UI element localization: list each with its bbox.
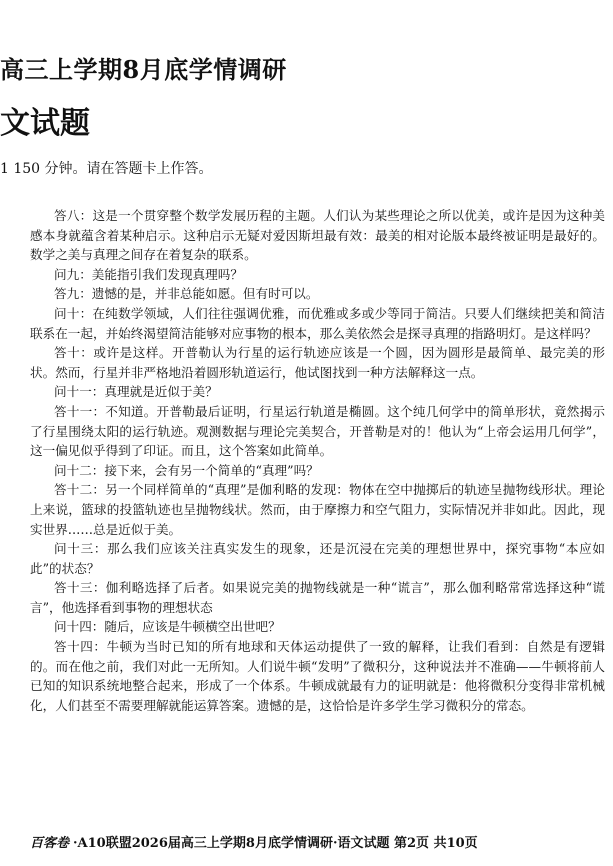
paragraph-question-11: 问十一：真理就是近似于美？ xyxy=(54,384,218,400)
exam-header-title: 高三上学期8月底学情调研 xyxy=(0,55,287,84)
page-footer xyxy=(30,832,530,851)
paragraph-answer-11: 答十一：不知道。开普勒最后证明，行星运行轨道是椭圆。这个纯几何学中的简单形状，竟然揭示了行星围绕太阳的运行轨迹。观测数据与理论完美契合，开普勒是对的！他认为“上帝会运用几何学”，这一偏见似乎得到了印证。而且，这个答案如此简单。 xyxy=(30,403,605,459)
paragraph-question-12: 问十二：接下来，会有另一个简单的“真理”吗？ xyxy=(54,462,319,478)
paragraph-answer-12: 答十二：另一个同样简单的“真理”是伽利略的发现：物体在空中抛掷后的轨迹呈抛物线形状。理论上来说，篮球的投篮轨迹也呈抛物线状。然而，由于摩擦力和空气阻力，实际情况并非如此。因此，现实世界……总是近似于美。 xyxy=(30,482,605,537)
brand-logo-text: 百客卷 xyxy=(30,836,70,851)
paragraph-question-10: 问十：在纯数学领域，人们往往强调优雅，而优雅或多或少等同于简洁。只要人们继续把美和简洁联系在一起，并始终渴望简洁能够对应事物的根本，那么美依然会是探寻真理的指路明灯。是这样吗？ xyxy=(30,305,605,341)
footer-page-info: ·A10联盟2026届高三上学期8月底学情调研·语文试题 第2页 共10页 xyxy=(73,836,478,851)
paragraph-answer-8: 答八：这是一个贯穿整个数学发展历程的主题。人们认为某些理论之所以优美，或许是因为这种美感本身就蕴含着某种启示。这种启示无疑对爱因斯坦最有效：最美的相对论版本最终被证明是最好的。数学之美与真理之间存在着复杂的联系。 xyxy=(30,208,605,263)
paragraph-answer-9: 答九：遗憾的是，并非总能如愿。但有时可以。 xyxy=(54,286,319,302)
paragraph-answer-14: 答十四：牛顿为当时已知的所有地球和天体运动提供了一致的解释，让我们看到：自然是有逻辑的。而在他之前，我们对此一无所知。人们说牛顿“发明”了微积分，这种说法并不准确——牛顿将前人已知的知识系统地整合起来，形成了一个体系。牛顿成就最有力的证明就是：他将微积分变得非常机械化，人们甚至不需要理解就能运算答案。遗憾的是，这恰恰是许多学生学习微积分的常态。 xyxy=(30,639,605,713)
paragraph-answer-10: 答十：或许是这样。开普勒认为行星的运行轨迹应该是一个圆，因为圆形是最简单、最完美的形状。然而，行星并非严格地沿着圆形轨道运行，他试图找到一种方法解释这一点。 xyxy=(30,345,605,380)
exam-instructions: 1 150 分钟。请在答题卡上作答。 xyxy=(0,161,213,177)
subject-title: 文试题 xyxy=(0,106,90,141)
paragraph-answer-13: 答十三：伽利略选择了后者。如果说完美的抛物线就是一种“谎言”，那么伽利略常常选择这种“谎言”，他选择看到事物的理想状态 xyxy=(30,580,605,615)
paragraph-question-9: 问九：美能指引我们发现真理吗？ xyxy=(54,266,243,282)
paragraph-question-13: 问十三：那么我们应该关注真实发生的现象，还是沉浸在完美的理想世界中，探究事物“本应如此”的状态？ xyxy=(30,541,605,576)
interview-text xyxy=(30,206,605,715)
paragraph-question-14: 问十四：随后，应该是牛顿横空出世吧？ xyxy=(54,619,281,635)
